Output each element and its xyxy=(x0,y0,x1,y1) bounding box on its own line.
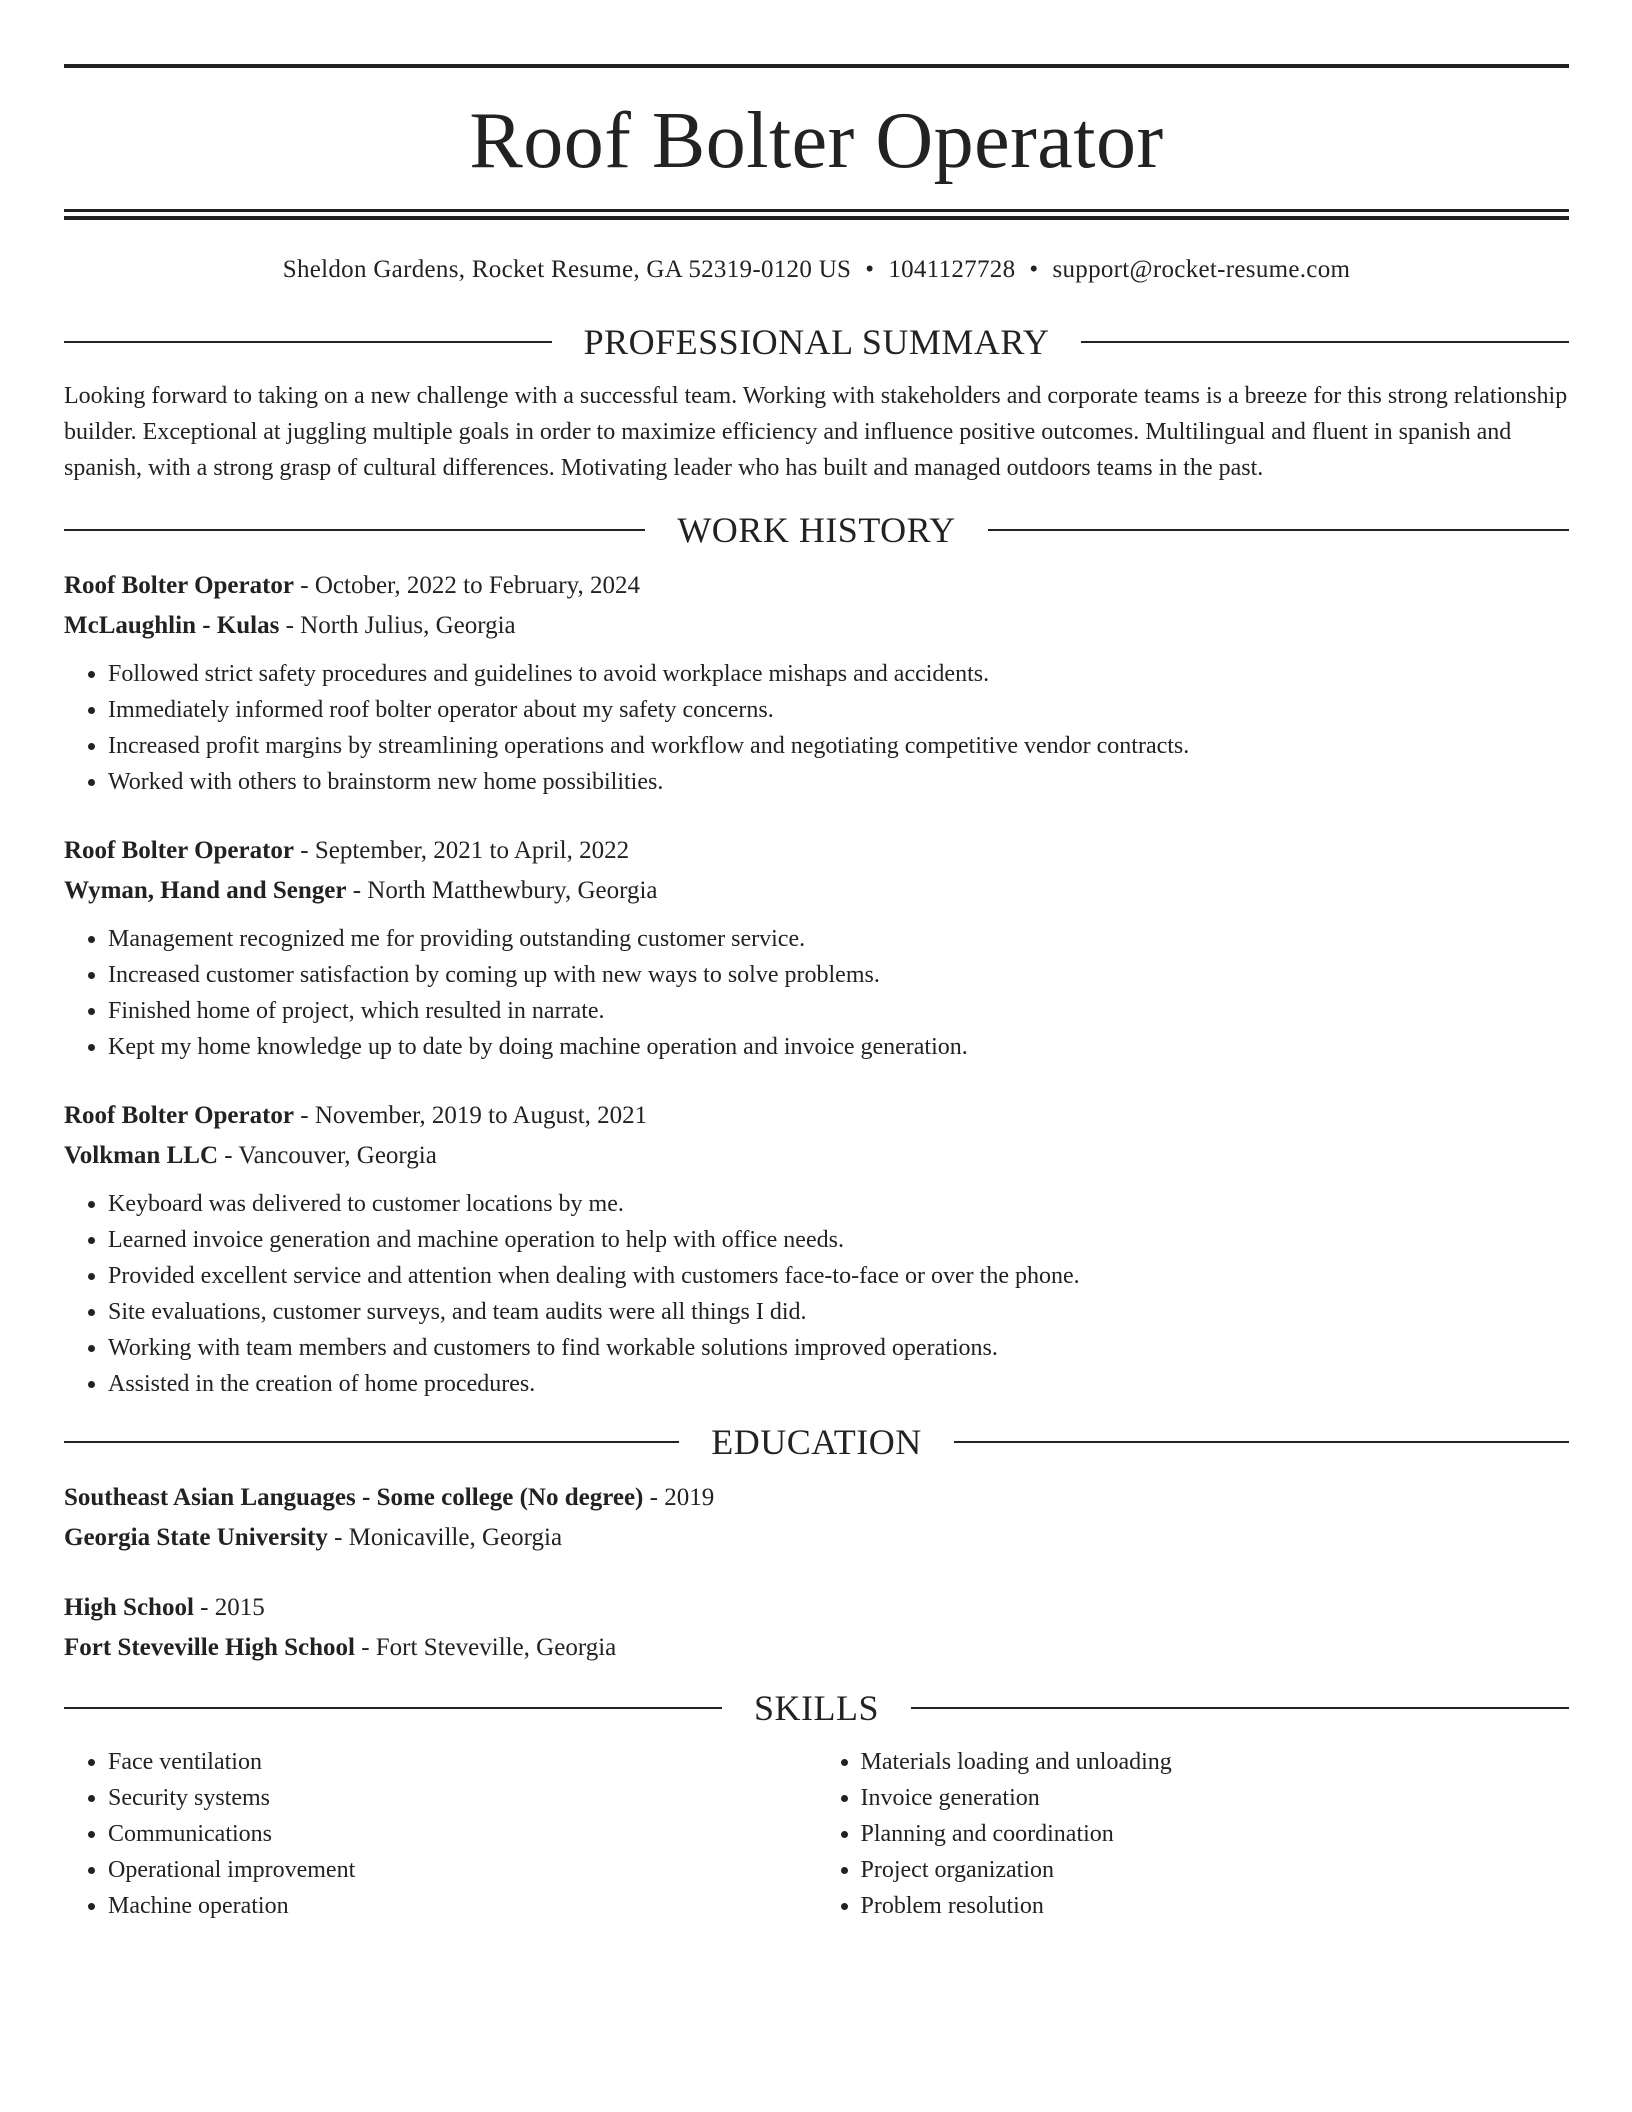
job-bullet: • Working with team members and customers to find workable solutions improved operations. xyxy=(108,1330,1569,1366)
resume-page xyxy=(64,64,1569,1924)
contact-line xyxy=(64,256,1569,284)
job-title-line xyxy=(64,1096,1569,1136)
skill-item: • Communications xyxy=(108,1816,817,1852)
skill-item: • Planning and coordination xyxy=(861,1816,1570,1852)
job-bullet: • Management recognized me for providing outstanding customer service. xyxy=(108,921,1569,957)
contact-address: Sheldon Gardens, Rocket Resume, GA 52319-0120 US xyxy=(282,256,852,283)
job-location: - North Matthewbury, Georgia xyxy=(346,877,658,904)
job-bullets xyxy=(64,921,1569,1065)
skill-item: • Invoice generation xyxy=(861,1780,1570,1816)
job-bullet: • Worked with others to brainstorm new home possibilities. xyxy=(108,764,1569,800)
work-history-list xyxy=(64,566,1569,1402)
contact-separator: • xyxy=(1029,256,1039,283)
job-company-line xyxy=(64,606,1569,646)
education-heading-label: EDUCATION xyxy=(711,1422,922,1462)
skill-item: • Materials loading and unloading xyxy=(861,1744,1570,1780)
job-title-line xyxy=(64,566,1569,606)
resume-name: Roof Bolter Operator xyxy=(469,97,1164,185)
job-title: Roof Bolter Operator xyxy=(64,572,295,599)
heading-rule-right xyxy=(954,1441,1569,1443)
job-dates: - November, 2019 to August, 2021 xyxy=(294,1102,648,1129)
skills-column-right xyxy=(817,1744,1570,1924)
job-bullet: • Learned invoice generation and machine operation to help with office needs. xyxy=(108,1222,1569,1258)
education-year: - 2019 xyxy=(643,1484,715,1511)
contact-email: support@rocket-resume.com xyxy=(1052,256,1351,283)
job-title: Roof Bolter Operator xyxy=(64,837,295,864)
education-school: Fort Steveville High School xyxy=(64,1634,355,1661)
education-school-line xyxy=(64,1628,1569,1668)
job-bullet: • Provided excellent service and attention when dealing with customers face-to-face or over the phone. xyxy=(108,1258,1569,1294)
skill-item: • Face ventilation xyxy=(108,1744,817,1780)
job-title-line xyxy=(64,831,1569,871)
heading-rule-left xyxy=(64,1707,722,1709)
top-rule xyxy=(64,64,1569,68)
summary-heading xyxy=(64,324,1569,360)
job-location: - Vancouver, Georgia xyxy=(218,1142,437,1169)
education-school-line xyxy=(64,1518,1569,1558)
work-history-heading xyxy=(64,512,1569,548)
job-bullet: • Followed strict safety procedures and guidelines to avoid workplace mishaps and accidents. xyxy=(108,656,1569,692)
education-location: - Fort Steveville, Georgia xyxy=(354,1634,617,1661)
contact-phone: 1041127728 xyxy=(888,256,1016,283)
education-school: Georgia State University xyxy=(64,1524,328,1551)
job-bullet: • Assisted in the creation of home procedures. xyxy=(108,1366,1569,1402)
job-title: Roof Bolter Operator xyxy=(64,1102,295,1129)
education-degree-line xyxy=(64,1588,1569,1628)
skills-columns xyxy=(64,1744,1569,1924)
job-company-line xyxy=(64,871,1569,911)
job-bullet: • Increased profit margins by streamlining operations and workflow and negotiating competitive vendor contracts. xyxy=(108,728,1569,764)
job-bullets xyxy=(64,656,1569,800)
job-bullet: • Immediately informed roof bolter operator about my safety concerns. xyxy=(108,692,1569,728)
job-company: Wyman, Hand and Senger xyxy=(64,877,347,904)
education-list xyxy=(64,1478,1569,1668)
job-bullet: • Finished home of project, which resulted in narrate. xyxy=(108,993,1569,1029)
heading-rule-right xyxy=(988,529,1569,531)
job-company-line xyxy=(64,1136,1569,1176)
education-degree-line xyxy=(64,1478,1569,1518)
double-rule xyxy=(64,209,1569,220)
job-company: McLaughlin - Kulas xyxy=(64,612,280,639)
job-company: Volkman LLC xyxy=(64,1142,218,1169)
heading-rule-right xyxy=(1081,341,1569,343)
job-bullet: • Kept my home knowledge up to date by doing machine operation and invoice generation. xyxy=(108,1029,1569,1065)
skill-item: • Security systems xyxy=(108,1780,817,1816)
skill-item: • Problem resolution xyxy=(861,1888,1570,1924)
work-history-heading-label: WORK HISTORY xyxy=(677,510,956,550)
heading-rule-right xyxy=(911,1707,1569,1709)
job-bullet: • Site evaluations, customer surveys, and team audits were all things I did. xyxy=(108,1294,1569,1330)
summary-heading-label: PROFESSIONAL SUMMARY xyxy=(583,322,1050,362)
skills-column-left xyxy=(64,1744,817,1924)
skill-item: • Machine operation xyxy=(108,1888,817,1924)
skill-item: • Operational improvement xyxy=(108,1852,817,1888)
job-bullets xyxy=(64,1186,1569,1402)
job-dates: - October, 2022 to February, 2024 xyxy=(294,572,640,599)
education-entry xyxy=(64,1588,1569,1668)
education-location: - Monicaville, Georgia xyxy=(327,1524,563,1551)
job-bullet: • Increased customer satisfaction by coming up with new ways to solve problems. xyxy=(108,957,1569,993)
education-heading xyxy=(64,1424,1569,1460)
summary-text: Looking forward to taking on a new challenge with a successful team. Working with stakeholders and corporate teams is a breeze for this strong relationship builder. Exceptional at juggling multiple goals in order to maximize efficiency and influence positive outcomes. Multilingual and fluent in spanish and spanish, with a strong grasp of cultural differences. Motivating leader who has built and managed outdoors teams in the past. xyxy=(64,383,1568,481)
job-entry xyxy=(64,831,1569,1065)
education-degree: Southeast Asian Languages - Some college (No degree) xyxy=(64,1484,644,1511)
job-entry xyxy=(64,1096,1569,1402)
job-bullet: • Keyboard was delivered to customer locations by me. xyxy=(108,1186,1569,1222)
job-dates: - September, 2021 to April, 2022 xyxy=(294,837,630,864)
skill-item: • Project organization xyxy=(861,1852,1570,1888)
skills-heading-label: SKILLS xyxy=(754,1688,880,1728)
heading-rule-left xyxy=(64,529,645,531)
education-year: - 2015 xyxy=(193,1594,265,1621)
skills-heading xyxy=(64,1690,1569,1726)
education-degree: High School xyxy=(64,1594,194,1621)
contact-separator: • xyxy=(865,256,875,283)
job-entry xyxy=(64,566,1569,800)
heading-rule-left xyxy=(64,341,552,343)
education-entry xyxy=(64,1478,1569,1558)
heading-rule-left xyxy=(64,1441,679,1443)
job-location: - North Julius, Georgia xyxy=(279,612,516,639)
